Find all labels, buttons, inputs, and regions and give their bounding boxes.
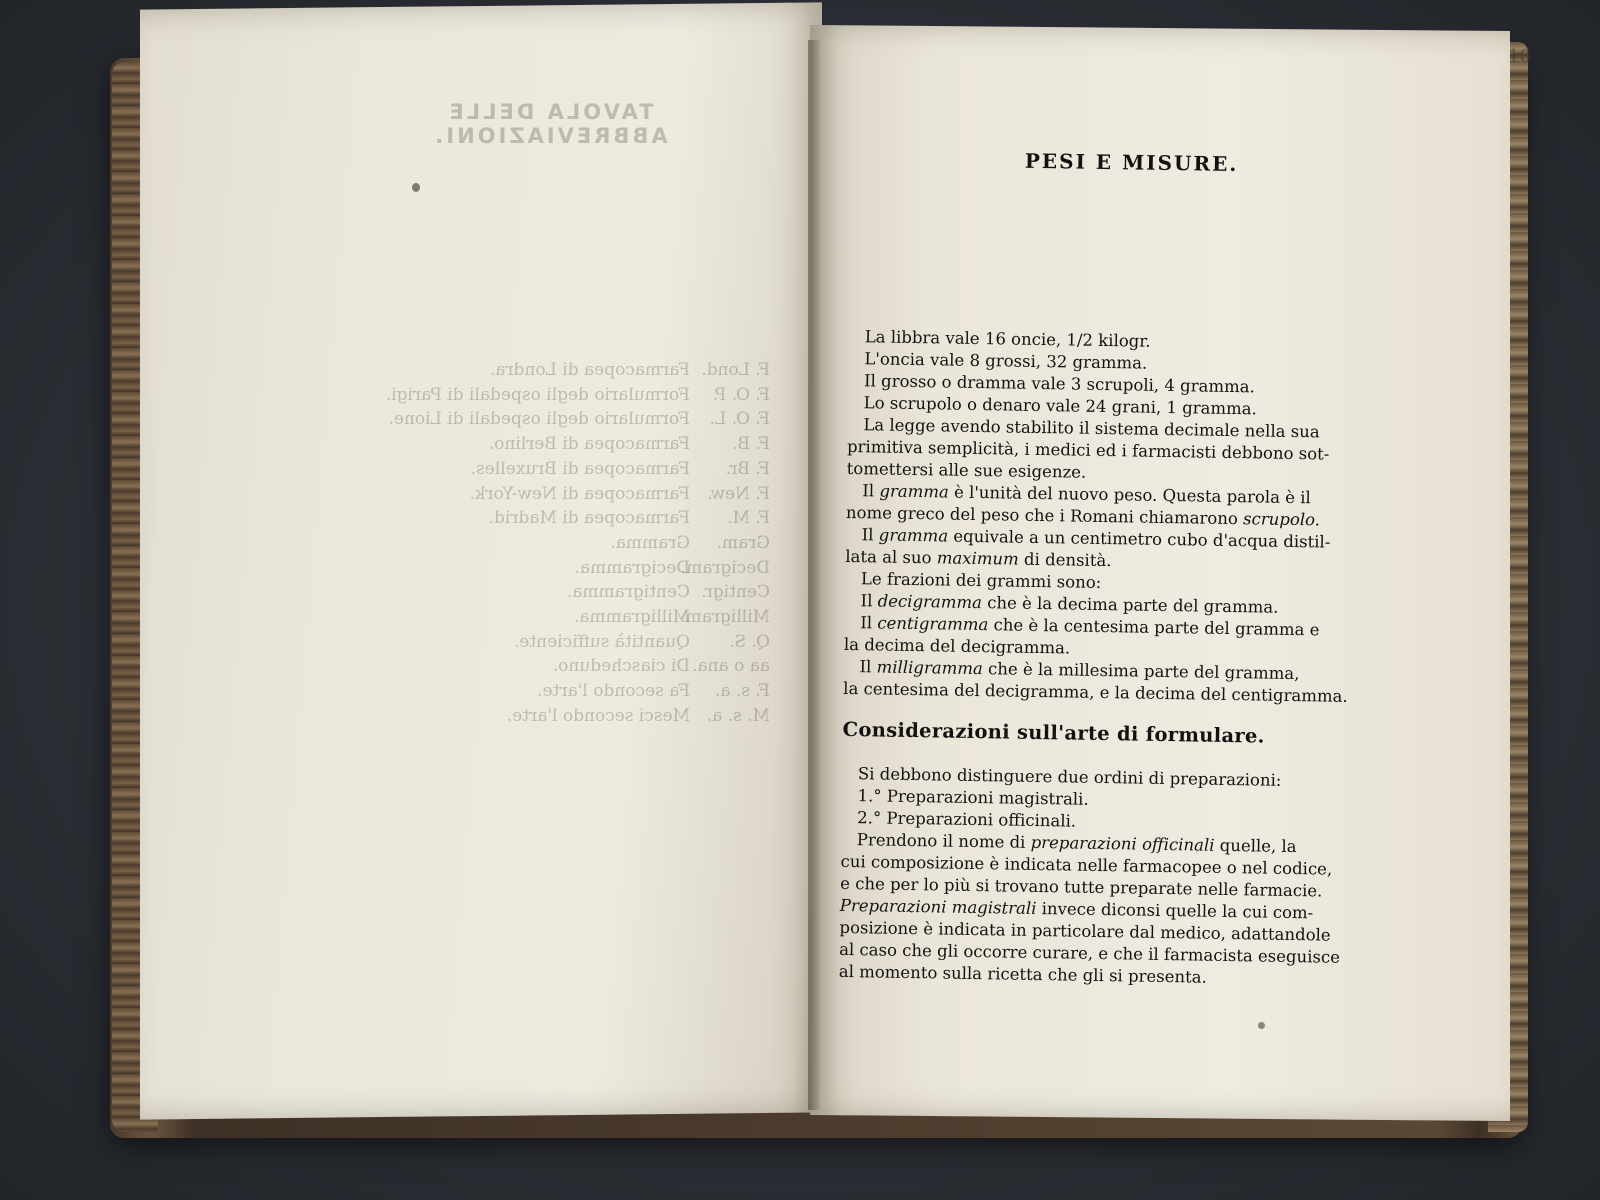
section-title: Considerazioni sull'arte di formulare. [842, 717, 1265, 748]
show-through-row [330, 630, 770, 655]
abbreviation-meaning: Mesci secondo l'arte. [506, 705, 690, 726]
abbreviation: Q. S. [729, 631, 770, 652]
abbreviation-meaning: Decigramma. [574, 557, 690, 578]
abbreviation-meaning: Farmacopea di New-York. [469, 483, 690, 504]
page-title: PESI E MISURE. [1024, 148, 1239, 177]
book-gutter [808, 40, 820, 1110]
text-span: Il [862, 481, 880, 501]
abbreviation: F. B. [732, 434, 770, 455]
abbreviation: F. New. [707, 483, 770, 504]
text-line: al caso che gli occorre curare, e che il farmacista eseguisce [839, 939, 1341, 967]
text-span: equivale a un centimetro cubo d'acqua distil- [947, 526, 1331, 552]
show-through-row [330, 556, 770, 581]
abbreviation-meaning: Fa secondo l'arte. [537, 681, 690, 702]
weights-list [848, 326, 1409, 423]
show-through-row [330, 358, 770, 383]
show-through-row [330, 679, 770, 704]
text-line: cui composizione è indicata nelle farmacopee o nel codice, [840, 851, 1333, 879]
abbreviation-meaning: Centigramma. [566, 582, 690, 603]
show-through-row [330, 506, 770, 531]
text-line: posizione è indicata in particolare dal medico, adattandole [839, 917, 1331, 945]
italic-term: maximum [936, 548, 1019, 569]
text-line: tomettersi alle sue esigenze. [846, 458, 1087, 482]
law-paragraph [847, 414, 1408, 489]
text-span: Il [860, 591, 878, 611]
text-span: Il [860, 613, 878, 633]
text-line: Si debbono distinguere due ordini di preparazioni: [857, 764, 1282, 790]
abbreviation: Gram. [716, 532, 770, 553]
left-page-show-through [330, 70, 770, 729]
abbreviation-meaning: Farmacopea di Berlino. [489, 434, 690, 455]
ink-spot [1258, 1022, 1265, 1029]
text-line: La libbra vale 16 oncie, 1/2 kilogr. [864, 327, 1151, 351]
right-page-text [839, 132, 1412, 992]
text-span: Il [861, 525, 879, 545]
text-line: la decima del decigramma. [843, 634, 1071, 658]
abbreviation-meaning: Quantità sufficiente. [513, 631, 690, 652]
abbreviation-meaning: Formulario degli ospedali di Parigi. [385, 384, 690, 405]
abbreviation: Milligram. [680, 607, 770, 628]
text-span: nome greco del peso che i Romani chiamarono [845, 502, 1244, 529]
abbreviation-meaning: Di ciascheduno. [553, 656, 690, 677]
text-span: che è la millesima parte del gramma, [982, 659, 1300, 684]
abbreviation-meaning: Farmacopea di Bruxelles. [470, 458, 690, 479]
show-through-row [330, 704, 770, 729]
page-number: 10 [1508, 46, 1531, 67]
abbreviation-meaning: Farmacopea di Madrid. [488, 508, 690, 529]
abbreviation: F. M. [727, 508, 770, 529]
text-line: Il grosso o dramma vale 3 scrupoli, 4 gramma. [863, 371, 1255, 397]
italic-term: milligramma [876, 657, 983, 679]
show-through-row [330, 407, 770, 432]
abbreviation-meaning: Gramma. [610, 532, 690, 553]
text-line: Lo scrupolo o denaro vale 24 grani, 1 gramma. [863, 393, 1257, 419]
show-through-row [330, 383, 770, 408]
show-through-row [330, 580, 770, 605]
text-span: Il [859, 657, 877, 677]
show-through-list [330, 358, 770, 729]
abbreviation-meaning: Milligramma. [573, 607, 690, 628]
italic-term: centigramma [877, 613, 989, 635]
abbreviation: F. O. P. [712, 384, 770, 405]
italic-term: decigramma [877, 591, 983, 613]
text-line: L'oncia vale 8 grossi, 32 gramma. [864, 349, 1148, 373]
text-line: La legge avendo stabilito il sistema decimale nella sua [863, 415, 1320, 442]
text-span: lata al suo [845, 546, 937, 568]
text-line: al momento sulla ricetta che gli si presenta. [838, 961, 1207, 987]
italic-term: preparazioni officinali [1030, 832, 1215, 855]
text-span: di densità. [1018, 549, 1112, 571]
text-span: che è la decima parte del gramma. [981, 593, 1279, 617]
text-line: 1.° Preparazioni magistrali. [857, 786, 1089, 809]
abbreviation: F. O. L. [709, 409, 770, 430]
show-through-row [330, 605, 770, 630]
text-line: Le frazioni dei grammi sono: [860, 569, 1102, 592]
abbreviation: F. s. a. [714, 681, 770, 702]
italic-term: scrupolo. [1242, 509, 1321, 530]
show-through-row [330, 457, 770, 482]
text-span: invece diconsi quelle la cui com- [1036, 898, 1314, 923]
abbreviation: aa o ana. [692, 656, 770, 677]
text-span: è l'unità del nuovo peso. Questa parola è il [948, 482, 1311, 508]
text-span: Prendono il nome di [856, 830, 1031, 852]
text-span: che è la centesima parte del gramma e [988, 615, 1320, 640]
text-line: la centesima del decigramma, e la decima del centigramma. [843, 678, 1348, 706]
abbreviation: Centigr. [701, 582, 770, 603]
abbreviation-meaning: Formulario degli ospedali di Lione. [388, 409, 690, 430]
abbreviation: Decigram. [680, 557, 770, 578]
show-through-row [330, 482, 770, 507]
abbreviation: F. Br. [725, 458, 770, 479]
text-span: quelle, la [1214, 835, 1297, 857]
text-line: 2.° Preparazioni officinali. [857, 808, 1077, 831]
italic-term: gramma [878, 525, 949, 546]
italic-term: gramma [879, 481, 949, 502]
abbreviation: M. s. a. [706, 705, 770, 726]
show-through-row [330, 654, 770, 679]
show-through-title: TAVOLA DELLE ABBREVIAZIONI. [432, 100, 668, 148]
abbreviation-meaning: Farmacopea di Londra. [489, 360, 690, 380]
show-through-row [330, 531, 770, 556]
text-line: e che per lo più si trovano tutte preparate nelle farmacie. [840, 873, 1323, 901]
text-line: primitiva semplicità, i medici ed i farmacisti debbono sot- [846, 436, 1330, 464]
italic-term: Preparazioni magistrali [839, 895, 1037, 918]
show-through-row [330, 432, 770, 457]
abbreviation: F. Lond. [701, 360, 770, 380]
